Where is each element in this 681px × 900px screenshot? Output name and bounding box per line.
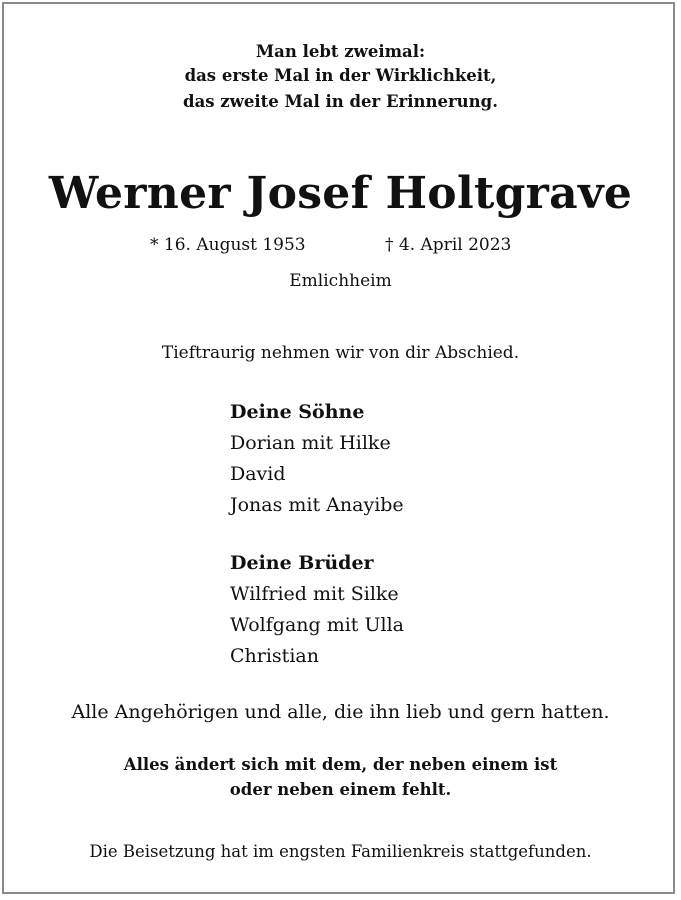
death-date: † 4. April 2023 xyxy=(385,235,512,255)
group-heading: Deine Söhne xyxy=(230,401,365,423)
mourner-name: Wilfried mit Silke xyxy=(230,583,399,605)
group-heading: Deine Brüder xyxy=(230,552,374,574)
mourner-name: David xyxy=(230,463,286,485)
birth-date: * 16. August 1953 xyxy=(150,235,306,255)
motto-line-1: Man lebt zweimal: xyxy=(255,42,426,61)
hometown: Emlichheim xyxy=(289,271,392,291)
motto-line-2: das erste Mal in der Wirklichkeit, xyxy=(184,66,497,85)
mourner-group-brothers xyxy=(230,548,404,672)
burial-note: Die Beisetzung hat im engsten Familienkreis stattgefunden. xyxy=(89,842,592,861)
deceased-name: Werner Josef Holtgrave xyxy=(48,168,633,219)
farewell-line: Tieftraurig nehmen wir von dir Abschied. xyxy=(161,343,520,363)
motto-line-3: das zweite Mal in der Erinnerung. xyxy=(183,92,498,111)
mourner-name: Jonas mit Anayibe xyxy=(230,494,404,516)
saying-line-1: Alles ändert sich mit dem, der neben einem ist xyxy=(123,755,558,774)
mourner-group-sons xyxy=(230,397,404,521)
mourner-name: Dorian mit Hilke xyxy=(230,432,391,454)
mourner-name: Christian xyxy=(230,645,319,667)
mourner-name: Wolfgang mit Ulla xyxy=(230,614,404,636)
saying-line-2: oder neben einem fehlt. xyxy=(229,780,452,799)
relatives-line: Alle Angehörigen und alle, die ihn lieb und gern hatten. xyxy=(71,701,610,723)
